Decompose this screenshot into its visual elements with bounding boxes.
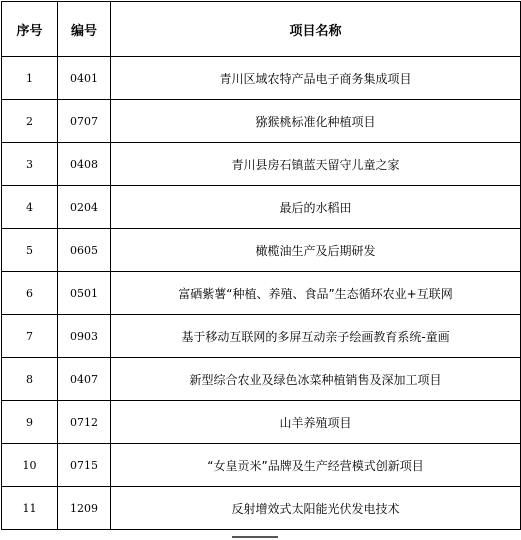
row-index-cell: 3: [2, 143, 58, 186]
row-name-cell: 反射增效式太阳能光伏发电技术: [111, 487, 521, 530]
row-index-cell: 2: [2, 100, 58, 143]
table-row: [2, 358, 521, 401]
row-name-cell: 新型综合农业及绿色冰菜种植销售及深加工项目: [111, 358, 521, 401]
row-name-cell: 最后的水稻田: [111, 186, 521, 229]
row-code-cell: 0204: [58, 186, 111, 229]
row-index-cell: 6: [2, 272, 58, 315]
table-row: [2, 57, 521, 100]
table-header-row: [2, 2, 521, 57]
row-code-cell: 0401: [58, 57, 111, 100]
row-name-cell: 橄榄油生产及后期研发: [111, 229, 521, 272]
row-name-cell: 青川区域农特产品电子商务集成项目: [111, 57, 521, 100]
table-body: [2, 57, 521, 530]
header-index: 序号: [2, 2, 58, 57]
row-name-cell: 猕猴桃标准化种植项目: [111, 100, 521, 143]
row-code-cell: 0707: [58, 100, 111, 143]
row-name-cell: 基于移动互联网的多屏互动亲子绘画教育系统-童画: [111, 315, 521, 358]
row-code-cell: 0605: [58, 229, 111, 272]
project-table: [1, 1, 521, 530]
row-code-cell: 1209: [58, 487, 111, 530]
row-index-cell: 10: [2, 444, 58, 487]
row-name-cell: 富硒紫薯“种植、养殖、食品”生态循环农业+互联网: [111, 272, 521, 315]
header-code: 编号: [58, 2, 111, 57]
row-index-cell: 8: [2, 358, 58, 401]
row-name-cell: 青川县房石镇蓝天留守儿童之家: [111, 143, 521, 186]
table-row: [2, 401, 521, 444]
row-code-cell: 0715: [58, 444, 111, 487]
bottom-divider: [232, 536, 278, 538]
row-index-cell: 7: [2, 315, 58, 358]
row-index-cell: 11: [2, 487, 58, 530]
row-index-cell: 9: [2, 401, 58, 444]
row-code-cell: 0408: [58, 143, 111, 186]
table-row: [2, 487, 521, 530]
header-name: 项目名称: [111, 2, 521, 57]
row-index-cell: 1: [2, 57, 58, 100]
row-code-cell: 0501: [58, 272, 111, 315]
table-row: [2, 229, 521, 272]
table-row: [2, 444, 521, 487]
row-name-cell: “女皇贡米”品牌及生产经营模式创新项目: [111, 444, 521, 487]
row-code-cell: 0903: [58, 315, 111, 358]
table-row: [2, 186, 521, 229]
row-index-cell: 5: [2, 229, 58, 272]
table-row: [2, 143, 521, 186]
row-name-cell: 山羊养殖项目: [111, 401, 521, 444]
row-index-cell: 4: [2, 186, 58, 229]
table-row: [2, 315, 521, 358]
row-code-cell: 0712: [58, 401, 111, 444]
table-row: [2, 100, 521, 143]
table-row: [2, 272, 521, 315]
row-code-cell: 0407: [58, 358, 111, 401]
